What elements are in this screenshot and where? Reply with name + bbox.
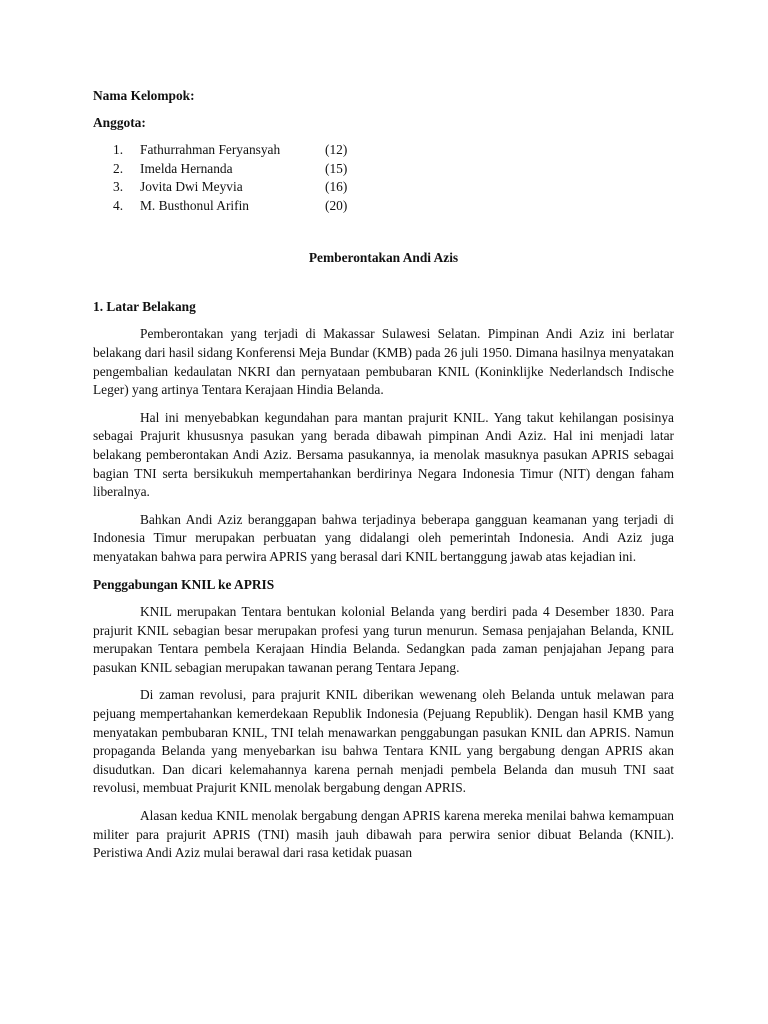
- member-number: 4.: [113, 197, 124, 213]
- paragraph: Alasan kedua KNIL menolak bergabung dengan APRIS karena mereka menilai bahwa kemampuan militer para prajurit APRIS (TNI) masih jauh dibawah para perwira senior dibuat Belanda (KNIL). Peristiwa Andi Aziz mulai berawal dari rasa ketidak puasan: [93, 808, 674, 861]
- paragraph: KNIL merupakan Tentara bentukan kolonial Belanda yang berdiri pada 4 Desember 1830. Para prajurit KNIL sebagian besar merupakan profesi yang turun menurun. Semasa penjajahan Belanda, KNIL merupakan Tentara pembela Kerajaan Hindia Belanda. Sedangkan pada zaman penjajahan Jepang para pasukan KNIL sebagian merupakan tawanan perang Tentara Jepang.: [93, 604, 674, 675]
- document-title: Pemberontakan Andi Azis: [308, 250, 459, 266]
- member-number-code: (12): [325, 142, 348, 158]
- member-name: Imelda Hernanda: [140, 160, 233, 176]
- group-name-label: Nama Kelompok:: [93, 88, 195, 103]
- member-list: [93, 141, 674, 215]
- member-number-code: (16): [325, 179, 348, 195]
- member-number: 1.: [113, 142, 124, 158]
- paragraph: Di zaman revolusi, para prajurit KNIL diberikan wewenang oleh Belanda untuk melawan para pejuang mempertahankan kemerdekaan Republik Indonesia (Pejuang Republik). Dengan hasil KMB yang menyatakan pembubaran KNIL, TNI telah menawarkan penggabungan pasukan KNIL dan APRIS. Namun propaganda Belanda yang menyebarkan isu bahwa Tentara KNIL yang bergabung dengan APRIS akan disudutkan. Dan dicari kelemahannya karena pernah menjadi pembela Belanda dan musuh TNI saat revolusi, membuat Prajurit KNIL menolak bergabung dengan APRIS.: [93, 687, 674, 796]
- paragraph: Hal ini menyebabkan kegundahan para mantan prajurit KNIL. Yang takut kehilangan posisinya sebagai Prajurit khususnya pasukan yang berada dibawah pimpinan Andi Aziz. Hal ini menjadi latar belakang pemberontakan Andi Aziz. Bersama pasukannya, ia menolak masuknya pasukan APRIS sebagai bagian TNI serta bersikukuh mempertahankan berdirinya Negara Indonesia Timur (NIT) dengan faham liberalnya.: [93, 409, 674, 500]
- member-name: M. Busthonul Arifin: [140, 197, 249, 213]
- paragraph: Pemberontakan yang terjadi di Makassar Sulawesi Selatan. Pimpinan Andi Aziz ini berlatar belakang dari hasil sidang Konferensi Meja Bundar (KMB) pada 26 juli 1950. Dimana hasilnya menyatakan pengembalian kedaulatan NKRI dan pernyataan pembubaran KNIL (Koninklijke Nederlandsch Indische Leger) yang artinya Tentara Kerajaan Hindia Belanda.: [93, 326, 674, 398]
- member-name: Jovita Dwi Meyvia: [140, 179, 243, 195]
- section-heading-penggabungan: Penggabungan KNIL ke APRIS: [93, 576, 275, 592]
- member-name: Fathurrahman Feryansyah: [140, 142, 281, 158]
- paragraph: Bahkan Andi Aziz beranggapan bahwa terjadinya beberapa gangguan keamanan yang terjadi di Indonesia Timur merupakan perbuatan yang didalangi oleh pemerintah Indonesia. Andi Aziz juga menyatakan bahwa para perwira APRIS yang berasal dari KNIL bertanggung jawab atas kejadian ini.: [93, 511, 674, 564]
- list-item: [93, 160, 674, 179]
- member-number: 2.: [113, 160, 124, 176]
- document-body: [93, 87, 674, 872]
- member-number-code: (15): [325, 160, 348, 176]
- member-number: 3.: [113, 179, 124, 195]
- list-item: [93, 141, 674, 160]
- list-item: [93, 178, 674, 197]
- member-number-code: (20): [325, 197, 348, 213]
- members-label: Anggota:: [93, 114, 146, 130]
- list-item: [93, 197, 674, 216]
- section-heading-latar-belakang: 1. Latar Belakang: [93, 298, 196, 314]
